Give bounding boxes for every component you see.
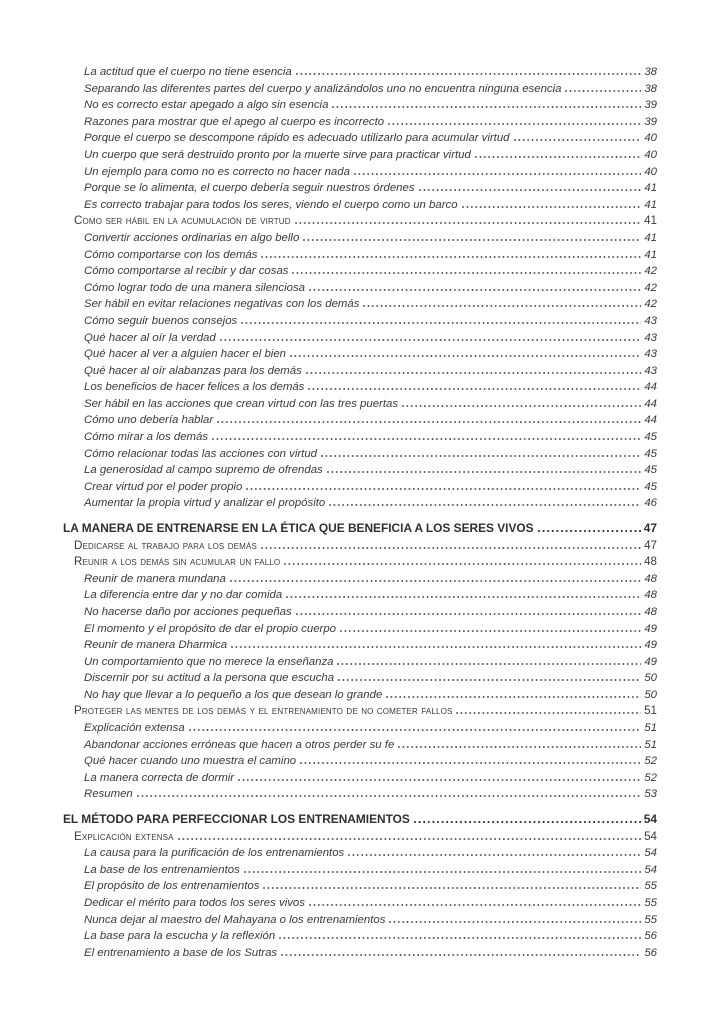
toc-entry-title: Es correcto trabajar para todos los seres, viendo el cuerpo como un barco (84, 198, 458, 211)
toc-entry-title: Cómo mirar a los demás (84, 431, 209, 444)
dot-leader (514, 139, 642, 141)
dot-leader (348, 854, 641, 856)
toc-entry-page-number: 41 (644, 248, 657, 261)
toc-entry-page-number: 51 (644, 704, 657, 718)
dot-leader (386, 696, 641, 698)
toc-entry-title: La base de los entrenamientos (84, 863, 240, 876)
dot-leader (332, 106, 641, 108)
toc-entry-title: Crear virtud por el poder propio (84, 480, 243, 493)
toc-entry[interactable] (63, 97, 657, 114)
toc-entry-page-number: 55 (644, 880, 657, 893)
toc-entry-page-number: 45 (644, 431, 657, 444)
toc-entry[interactable] (63, 479, 657, 496)
toc-entry-page-number: 45 (644, 447, 657, 460)
toc-entry-page-number: 43 (644, 331, 657, 344)
toc-entry-title: El propósito de los entrenamientos (84, 880, 260, 893)
dot-leader (290, 355, 641, 357)
dot-leader (189, 729, 642, 731)
toc-entry-page-number: 47 (644, 538, 657, 552)
toc-entry-title: Resumen (84, 788, 133, 801)
toc-entry-page-number: 54 (644, 847, 657, 860)
toc-entry-page-number: 44 (644, 414, 657, 427)
dot-leader (363, 305, 641, 307)
dot-leader (137, 795, 642, 797)
toc-entry-page-number: 55 (644, 896, 657, 909)
toc-entry-title: Porque el cuerpo se descompone rápido es adecuado utilizarlo para acumular virtud (84, 132, 510, 145)
toc-entry-page-number: 56 (644, 946, 657, 959)
toc-entry-page-number: 42 (644, 265, 657, 278)
dot-leader (303, 239, 641, 241)
toc-entry[interactable] (63, 770, 657, 787)
toc-entry[interactable] (63, 637, 657, 654)
toc-entry-page-number: 53 (644, 788, 657, 801)
dot-leader (402, 405, 641, 407)
toc-entry-title: Qué hacer al oír alabanzas para los demás (84, 364, 302, 377)
dot-leader (538, 530, 641, 532)
toc-entry-page-number: 41 (644, 231, 657, 244)
toc-entry[interactable] (63, 446, 657, 463)
toc-entry-title: La diferencia entre dar y no dar comida (84, 589, 283, 602)
toc-entry[interactable] (63, 945, 657, 962)
toc-entry-title: Convertir acciones ordinarias en algo bello (84, 231, 300, 244)
toc-entry-title: Qué hacer cuando uno muestra el camino (84, 755, 297, 768)
toc-entry-page-number: 49 (644, 655, 657, 668)
dot-leader (220, 339, 642, 341)
toc-entry[interactable] (63, 164, 657, 181)
toc-entry-title: Separando las diferentes partes del cuerpo y analizándolos uno no encuentra ninguna esencia (84, 82, 562, 95)
dot-leader (309, 289, 641, 291)
dot-leader (178, 838, 641, 840)
dot-leader (241, 322, 641, 324)
toc-entry-page-number: 38 (644, 82, 657, 95)
toc-entry[interactable] (63, 753, 657, 770)
toc-entry-page-number: 49 (644, 639, 657, 652)
dot-leader (292, 272, 641, 274)
toc-entry[interactable] (63, 197, 657, 214)
toc-entry[interactable] (63, 554, 657, 571)
toc-entry[interactable] (63, 280, 657, 297)
toc-entry-page-number: 45 (644, 480, 657, 493)
toc-entry-page-number: 48 (644, 589, 657, 602)
toc-entry-page-number: 48 (644, 605, 657, 618)
toc-entry-title: Explicación extensa (74, 829, 174, 843)
toc-entry[interactable] (63, 114, 657, 131)
dot-leader (414, 821, 641, 823)
dot-leader (261, 547, 641, 549)
toc-entry-title: Un comportamiento que no merece la enseñanza (84, 655, 334, 668)
toc-entry-title: Reunir de manera mundana (84, 572, 226, 585)
dot-leader (300, 762, 641, 764)
toc-entry[interactable] (63, 845, 657, 862)
toc-entry[interactable] (63, 895, 657, 912)
toc-entry[interactable] (63, 81, 657, 98)
dot-leader (281, 954, 641, 956)
toc-entry[interactable] (63, 379, 657, 396)
toc-entry[interactable] (63, 604, 657, 621)
dot-leader (456, 712, 641, 714)
dot-leader (309, 904, 641, 906)
toc-entry-title: Como ser hábil en la acumulación de virtud (74, 214, 291, 228)
toc-entry[interactable] (63, 862, 657, 879)
toc-entry-title: Los beneficios de hacer felices a los demás (84, 381, 305, 394)
dot-leader (212, 438, 641, 440)
dot-leader (321, 455, 641, 457)
toc-entry-title: Cómo seguir buenos consejos (84, 314, 238, 327)
toc-entry-page-number: 42 (644, 281, 657, 294)
toc-entry[interactable] (63, 247, 657, 264)
dot-leader (388, 123, 641, 125)
toc-entry[interactable] (63, 621, 657, 638)
toc-entry-page-number: 41 (644, 214, 657, 228)
toc-entry-title: No es correcto estar apegado a algo sin esencia (84, 99, 329, 112)
toc-entry-page-number: 39 (644, 115, 657, 128)
table-of-contents (63, 64, 657, 961)
toc-entry[interactable] (63, 213, 657, 230)
dot-leader (295, 222, 641, 224)
toc-entry[interactable] (63, 703, 657, 720)
toc-entry[interactable] (63, 147, 657, 164)
dot-leader (306, 372, 642, 374)
toc-entry-page-number: 43 (644, 348, 657, 361)
toc-entry-page-number: 54 (644, 829, 657, 843)
toc-entry-page-number: 38 (644, 66, 657, 78)
toc-entry[interactable] (63, 811, 657, 829)
dot-leader (340, 630, 641, 632)
toc-entry[interactable] (63, 737, 657, 754)
toc-entry[interactable] (63, 346, 657, 363)
dot-leader (296, 613, 642, 615)
toc-entry-title: Qué hacer al oír la verdad (84, 331, 216, 344)
toc-entry-page-number: 48 (644, 572, 657, 585)
toc-entry[interactable] (63, 786, 657, 803)
toc-entry-title: Discernir por su actitud a la persona que escucha (84, 672, 335, 685)
toc-entry-title: La actitud que el cuerpo no tiene esencia (84, 66, 292, 78)
toc-entry[interactable] (63, 520, 657, 538)
toc-entry[interactable] (63, 928, 657, 945)
toc-entry[interactable] (63, 296, 657, 313)
toc-entry[interactable] (63, 878, 657, 895)
dot-leader (338, 679, 641, 681)
toc-entry-title: Razones para mostrar que el apego al cuerpo es incorrecto (84, 115, 385, 128)
toc-entry-page-number: 50 (644, 672, 657, 685)
dot-leader (284, 563, 641, 565)
dot-leader (263, 887, 641, 889)
toc-entry[interactable] (63, 330, 657, 347)
toc-entry-page-number: 42 (644, 298, 657, 311)
toc-entry-title: Dedicar el mérito para todos los seres vivos (84, 896, 305, 909)
toc-entry[interactable] (63, 829, 657, 846)
toc-entry[interactable] (63, 412, 657, 429)
toc-entry-title: Cómo comportarse con los demás (84, 248, 258, 261)
toc-entry[interactable] (63, 720, 657, 737)
dot-leader (462, 206, 642, 208)
dot-leader (565, 90, 641, 92)
toc-entry[interactable] (63, 180, 657, 197)
toc-entry-title: No hay que llevar a lo pequeño a los que desean lo grande (84, 688, 383, 701)
toc-entry[interactable] (63, 670, 657, 687)
toc-entry-page-number: 48 (644, 555, 657, 569)
toc-entry-page-number: 45 (644, 464, 657, 477)
toc-entry[interactable] (63, 313, 657, 330)
toc-entry-page-number: 54 (644, 863, 657, 876)
toc-entry[interactable] (63, 462, 657, 479)
toc-entry-title: Un cuerpo que será destruido pronto por la muerte sirve para practicar virtud (84, 148, 471, 161)
toc-entry-page-number: 56 (644, 930, 657, 943)
toc-entry-title: La manera correcta de dormir (84, 771, 235, 784)
toc-entry-page-number: 51 (644, 722, 657, 735)
toc-entry-page-number: 40 (644, 132, 657, 145)
toc-entry-page-number: 41 (644, 182, 657, 195)
dot-leader (231, 646, 641, 648)
toc-entry-title: El momento y el propósito de dar el propio cuerpo (84, 622, 337, 635)
toc-entry[interactable] (63, 263, 657, 280)
toc-entry-page-number: 43 (644, 364, 657, 377)
toc-entry[interactable] (63, 654, 657, 671)
toc-entry-page-number: 52 (644, 771, 657, 784)
dot-leader (398, 746, 641, 748)
dot-leader (327, 471, 642, 473)
dot-leader (279, 937, 641, 939)
dot-leader (308, 388, 641, 390)
toc-entry-page-number: 55 (644, 913, 657, 926)
toc-entry[interactable] (63, 363, 657, 380)
dot-leader (329, 504, 641, 506)
toc-entry-title: Reunir a los demás sin acumular un fallo (74, 555, 281, 569)
toc-entry-page-number: 49 (644, 622, 657, 635)
toc-entry[interactable] (63, 571, 657, 588)
dot-leader (389, 921, 641, 923)
dot-leader (261, 256, 641, 258)
toc-entry-page-number: 50 (644, 688, 657, 701)
toc-entry-title: El entrenamiento a base de los Sutras (84, 946, 278, 959)
dot-leader (286, 596, 641, 598)
toc-entry-title: Qué hacer al ver a alguien hacer el bien (84, 348, 286, 361)
toc-entry[interactable] (63, 64, 657, 81)
dot-leader (354, 173, 641, 175)
toc-entry-title: Cómo relacionar todas las acciones con virtud (84, 447, 317, 460)
dot-leader (217, 421, 641, 423)
toc-entry-title: Cómo comportarse al recibir y dar cosas (84, 265, 289, 278)
dot-leader (419, 189, 642, 191)
toc-entry-title: Dedicarse al trabajo para los demás (74, 538, 257, 552)
toc-entry[interactable] (63, 495, 657, 512)
toc-entry-page-number: 41 (644, 198, 657, 211)
toc-entry-title: La generosidad al campo supremo de ofrendas (84, 464, 323, 477)
dot-leader (238, 779, 641, 781)
toc-entry-title: La causa para la purificación de los entrenamientos (84, 847, 345, 860)
toc-entry[interactable] (63, 230, 657, 247)
toc-entry-page-number: 44 (644, 397, 657, 410)
toc-entry[interactable] (63, 587, 657, 604)
toc-entry[interactable] (63, 912, 657, 929)
toc-entry-title: Abandonar acciones erróneas que hacen a otros perder su fe (84, 738, 395, 751)
toc-entry-page-number: 54 (643, 812, 657, 827)
toc-entry-page-number: 47 (643, 521, 657, 536)
dot-leader (337, 663, 641, 665)
toc-entry-title: Reunir de manera Dharmica (84, 639, 228, 652)
toc-entry-page-number: 52 (644, 755, 657, 768)
dot-leader (475, 156, 641, 158)
toc-entry-title: No hacerse daño por acciones pequeñas (84, 605, 292, 618)
toc-entry-page-number: 43 (644, 314, 657, 327)
toc-entry[interactable] (63, 538, 657, 555)
dot-leader (244, 871, 642, 873)
toc-entry-title: Ser hábil en evitar relaciones negativas con los demás (84, 298, 360, 311)
toc-entry-title: LA MANERA DE ENTRENARSE EN LA ÉTICA QUE BENEFICIA A LOS SERES VIVOS (63, 521, 534, 536)
toc-entry-page-number: 39 (644, 99, 657, 112)
toc-entry-page-number: 40 (644, 148, 657, 161)
toc-entry[interactable] (63, 396, 657, 413)
dot-leader (246, 488, 641, 490)
toc-entry-title: Porque se lo alimenta, el cuerpo debería seguir nuestros órdenes (84, 182, 415, 195)
toc-entry-page-number: 46 (644, 497, 657, 510)
toc-entry-title: Nunca dejar al maestro del Mahayana o los entrenamientos (84, 913, 386, 926)
toc-entry[interactable] (63, 687, 657, 704)
toc-entry-title: Cómo lograr todo de una manera silenciosa (84, 281, 305, 294)
dot-leader (230, 580, 641, 582)
dot-leader (296, 73, 642, 75)
toc-entry-title: Cómo uno debería hablar (84, 414, 214, 427)
toc-entry-page-number: 44 (644, 381, 657, 394)
toc-entry-title: Ser hábil en las acciones que crean virtud con las tres puertas (84, 397, 399, 410)
toc-entry-title: Proteger las mentes de los demás y el entrenamiento de no cometer fallos (74, 704, 453, 718)
toc-entry-page-number: 51 (644, 738, 657, 751)
toc-entry-page-number: 40 (644, 165, 657, 178)
toc-entry[interactable] (63, 130, 657, 147)
toc-entry-title: EL MÉTODO PARA PERFECCIONAR LOS ENTRENAMIENTOS (63, 812, 410, 827)
toc-entry-title: La base para la escucha y la reflexión (84, 930, 276, 943)
toc-entry-title: Un ejemplo para como no es correcto no hacer nada (84, 165, 350, 178)
toc-entry-title: Aumentar la propia virtud y analizar el propósito (84, 497, 326, 510)
toc-entry[interactable] (63, 429, 657, 446)
toc-entry-title: Explicación extensa (84, 722, 185, 735)
